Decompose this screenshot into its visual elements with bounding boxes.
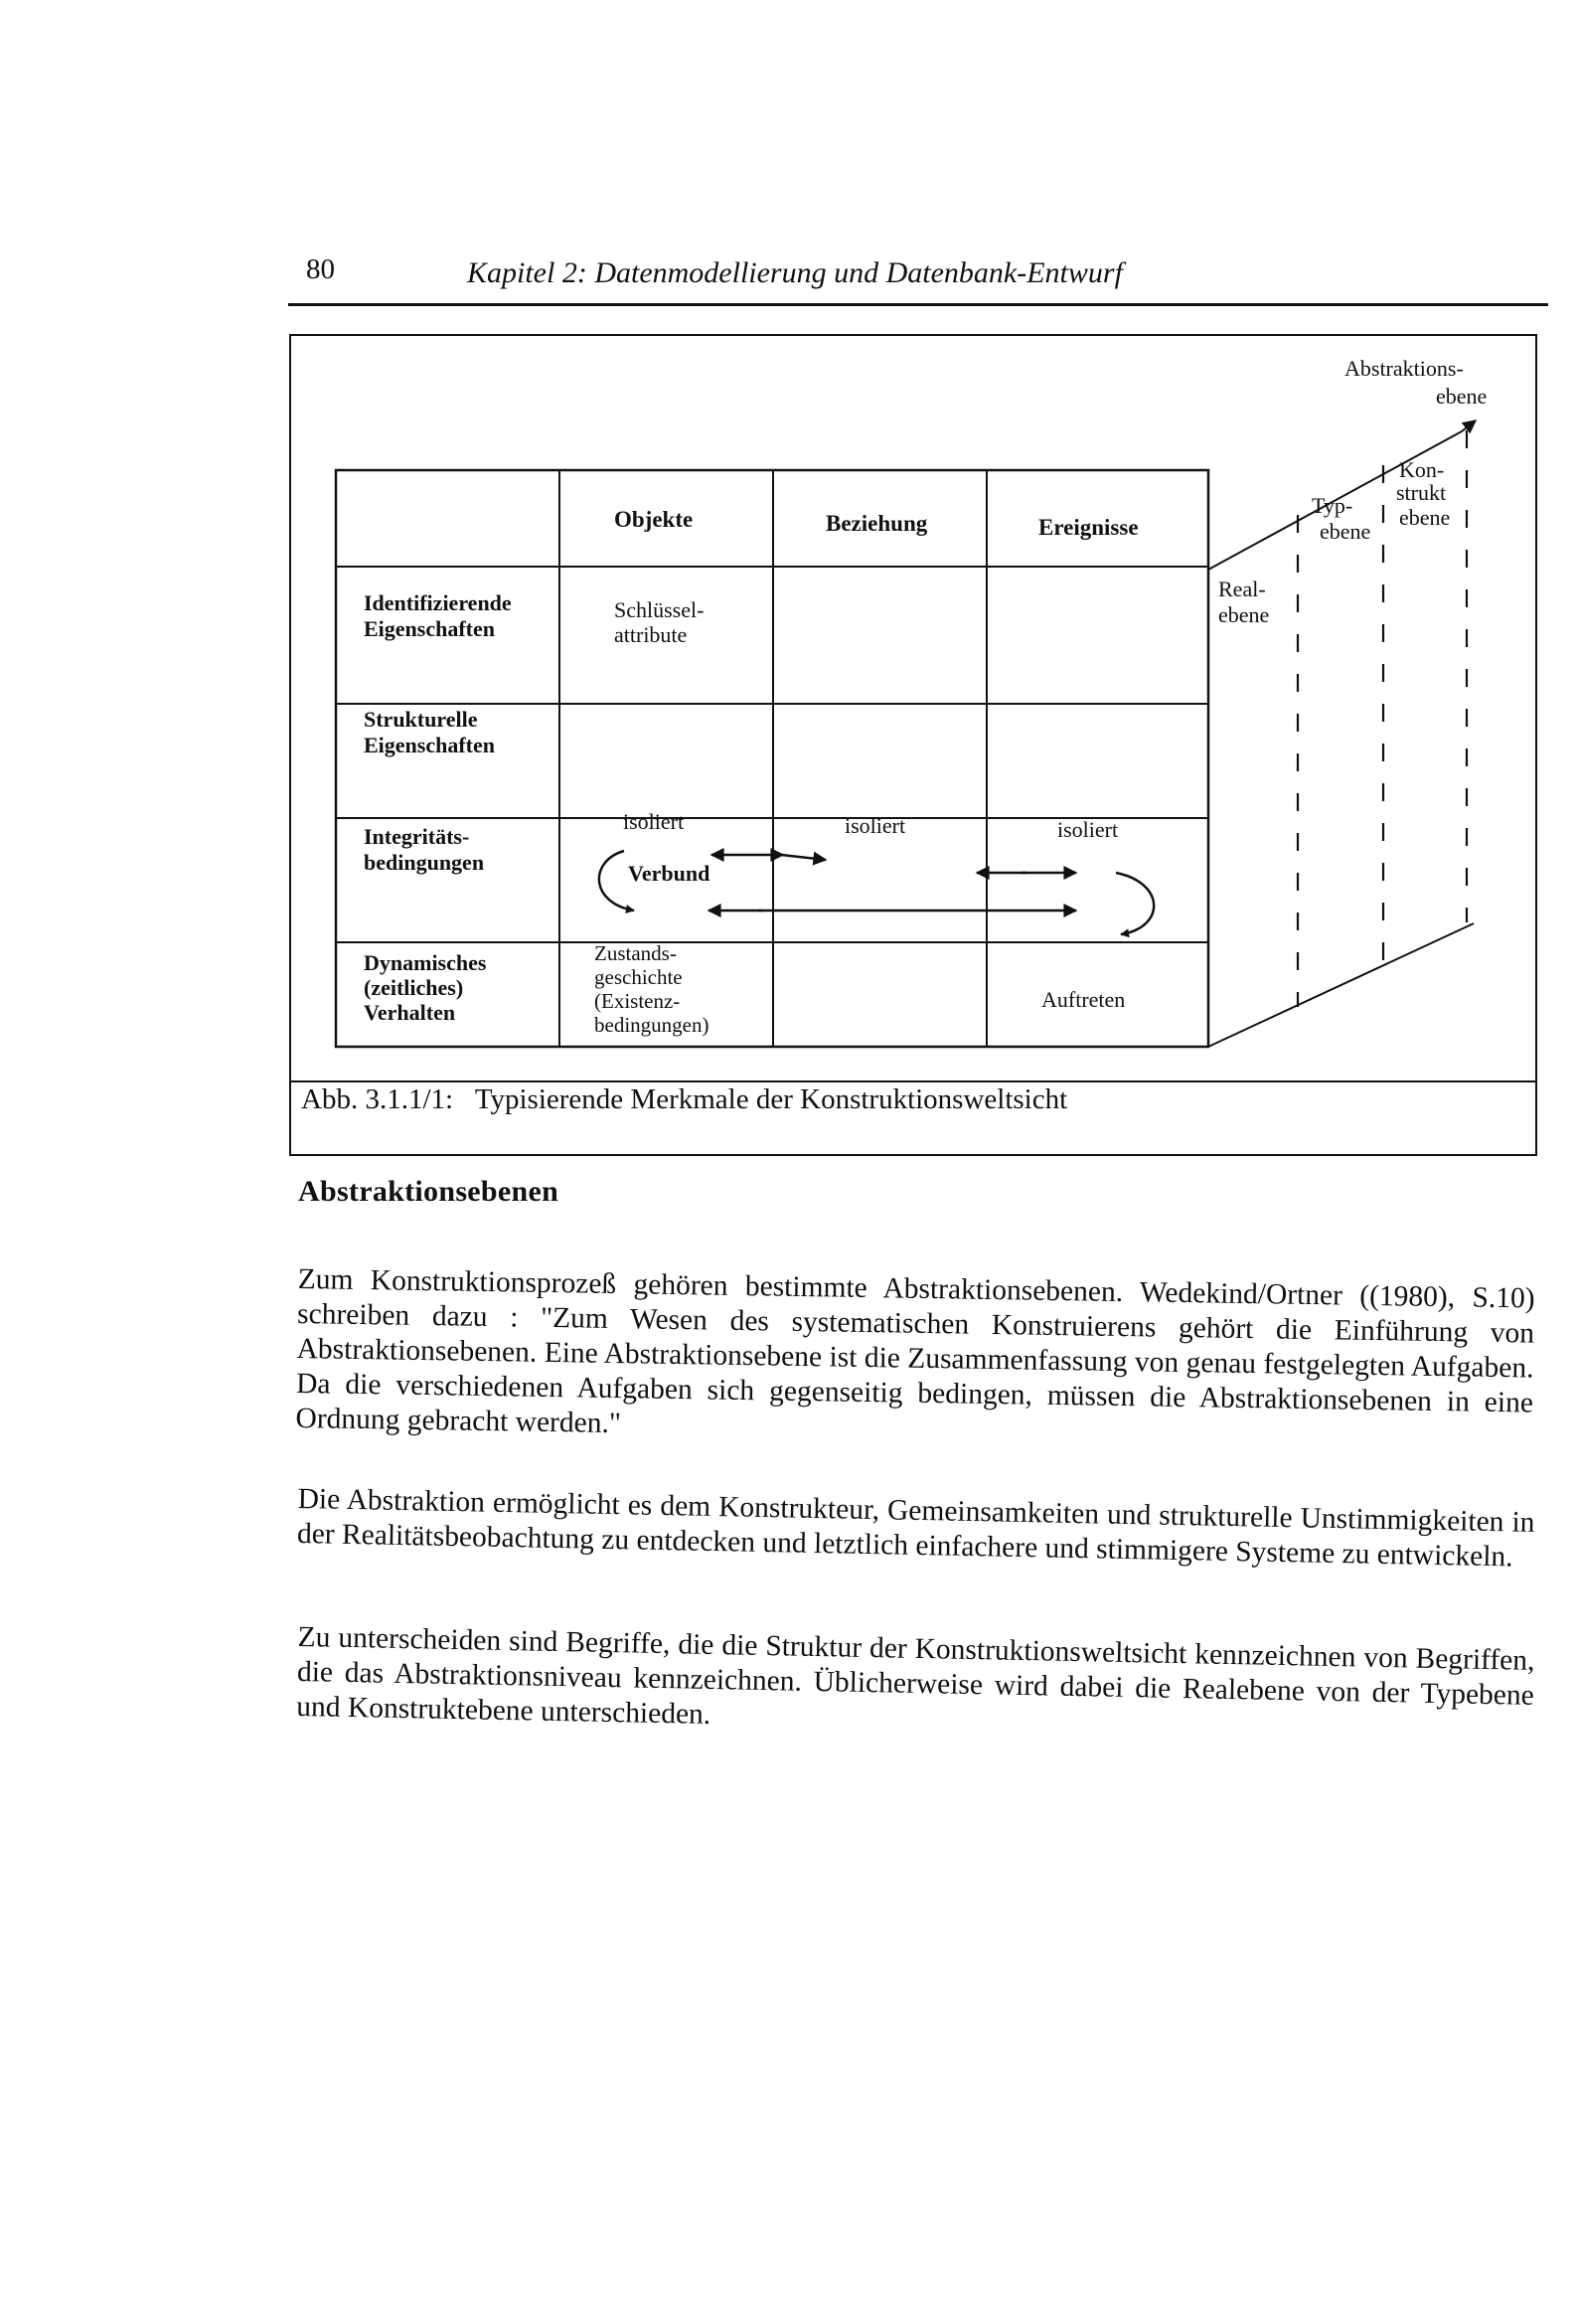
cell-zustandsgeschichte: (Existenz- (594, 989, 681, 1013)
perspective-line-bottom (1208, 923, 1474, 1047)
body-paragraph: Zu unterscheiden sind Begriffe, die die Struktur der Konstruktionsweltsicht kennzeichnen von Begriffen, die das Abstraktionsniveau kennzeichnen. Üblicherweise wird dabei die Realebene von der Typebene und Konstruktebene unterschieden. (296, 1620, 1535, 1731)
row-header-strukturelle: Eigenschaften (364, 733, 495, 757)
abstraction-axis-label: ebene (1436, 384, 1488, 409)
konstruktebene-label: Kon- (1399, 457, 1445, 482)
cell-schluesselattribute: Schlüssel- (614, 597, 705, 622)
cell-zustandsgeschichte: Zustands- (594, 941, 677, 965)
row-header-dynamisch: Dynamisches (364, 950, 487, 975)
row-header-dynamisch: Verhalten (364, 1000, 456, 1025)
body-paragraph: Zum Konstruktionsprozeß gehören bestimmte Abstraktionsebenen. Wedekind/Ortner ((1980), S.10) schreiben dazu : "Zum Wesen des systematischen Konstruierens gehört die Einführung von Abstraktionsebenen. Eine Abstraktionsebene ist die Zusammenfassung von genau festgelegten Aufgaben. Da die verschiedenen Aufgaben sich gegenseitig bedingen, müssen die Abstraktionsebenen in eine Ordnung gebracht werden." (295, 1262, 1535, 1439)
cell-schluesselattribute: attribute (614, 622, 688, 647)
cell-auftreten: Auftreten (1041, 987, 1126, 1012)
arrow-beziehung-right (781, 855, 826, 860)
page-number: 80 (306, 253, 335, 285)
abstraction-axis-label: Abstraktions- (1344, 356, 1464, 381)
chapter-title: Kapitel 2: Datenmodellierung und Datenbank-Entwurf (467, 256, 1123, 289)
cell-verbund: Verbund (628, 861, 710, 886)
konstruktebene-label: ebene (1399, 505, 1451, 530)
realebene-label: Real- (1218, 577, 1266, 601)
caption-number: Abb. 3.1.1/1: (301, 1083, 454, 1115)
realebene-label: ebene (1218, 602, 1270, 627)
page-header (288, 253, 1550, 309)
column-header-objekte: Objekte (614, 507, 694, 532)
row-header-strukturelle: Strukturelle (364, 707, 478, 732)
section-heading: Abstraktionsebenen (298, 1175, 559, 1208)
abstraction-axis-arrow (1462, 420, 1476, 431)
konstruktebene-label: strukt (1396, 480, 1447, 505)
header-rule (288, 303, 1548, 306)
row-header-dynamisch: (zeitliches) (364, 975, 464, 1000)
cell-zustandsgeschichte: bedingungen) (594, 1013, 710, 1037)
figure-frame (289, 334, 1537, 1156)
column-header-beziehung: Beziehung (826, 511, 928, 536)
cell-isoliert-ereignisse: isoliert (1057, 817, 1119, 842)
body-paragraph: Die Abstraktion ermöglicht es dem Konstrukteur, Gemeinsamkeiten und strukturelle Unstimmigkeiten in der Realitätsbeobachtung zu entdecken und letztlich einfachere und stimmigere Systeme zu entwickeln. (296, 1482, 1535, 1573)
caption-title: Typisierende Merkmale der Konstruktionsweltsicht (474, 1083, 1068, 1115)
cell-isoliert-objekte: isoliert (623, 809, 685, 834)
row-header-integritaet: bedingungen (364, 850, 485, 875)
typebene-label: Typ- (1312, 493, 1353, 518)
loop-arrow-ereignisse (1116, 873, 1154, 934)
cell-isoliert-beziehung: isoliert (845, 813, 906, 838)
cell-zustandsgeschichte: geschichte (594, 965, 683, 989)
figure-caption (301, 1083, 1067, 1116)
row-header-identifizierende: Identifizierende (364, 590, 512, 615)
figure-diagram (291, 336, 1535, 1154)
column-header-ereignisse: Ereignisse (1038, 515, 1139, 540)
typebene-label: ebene (1320, 519, 1371, 544)
row-header-integritaet: Integritäts- (364, 824, 470, 849)
row-header-identifizierende: Eigenschaften (364, 616, 495, 641)
